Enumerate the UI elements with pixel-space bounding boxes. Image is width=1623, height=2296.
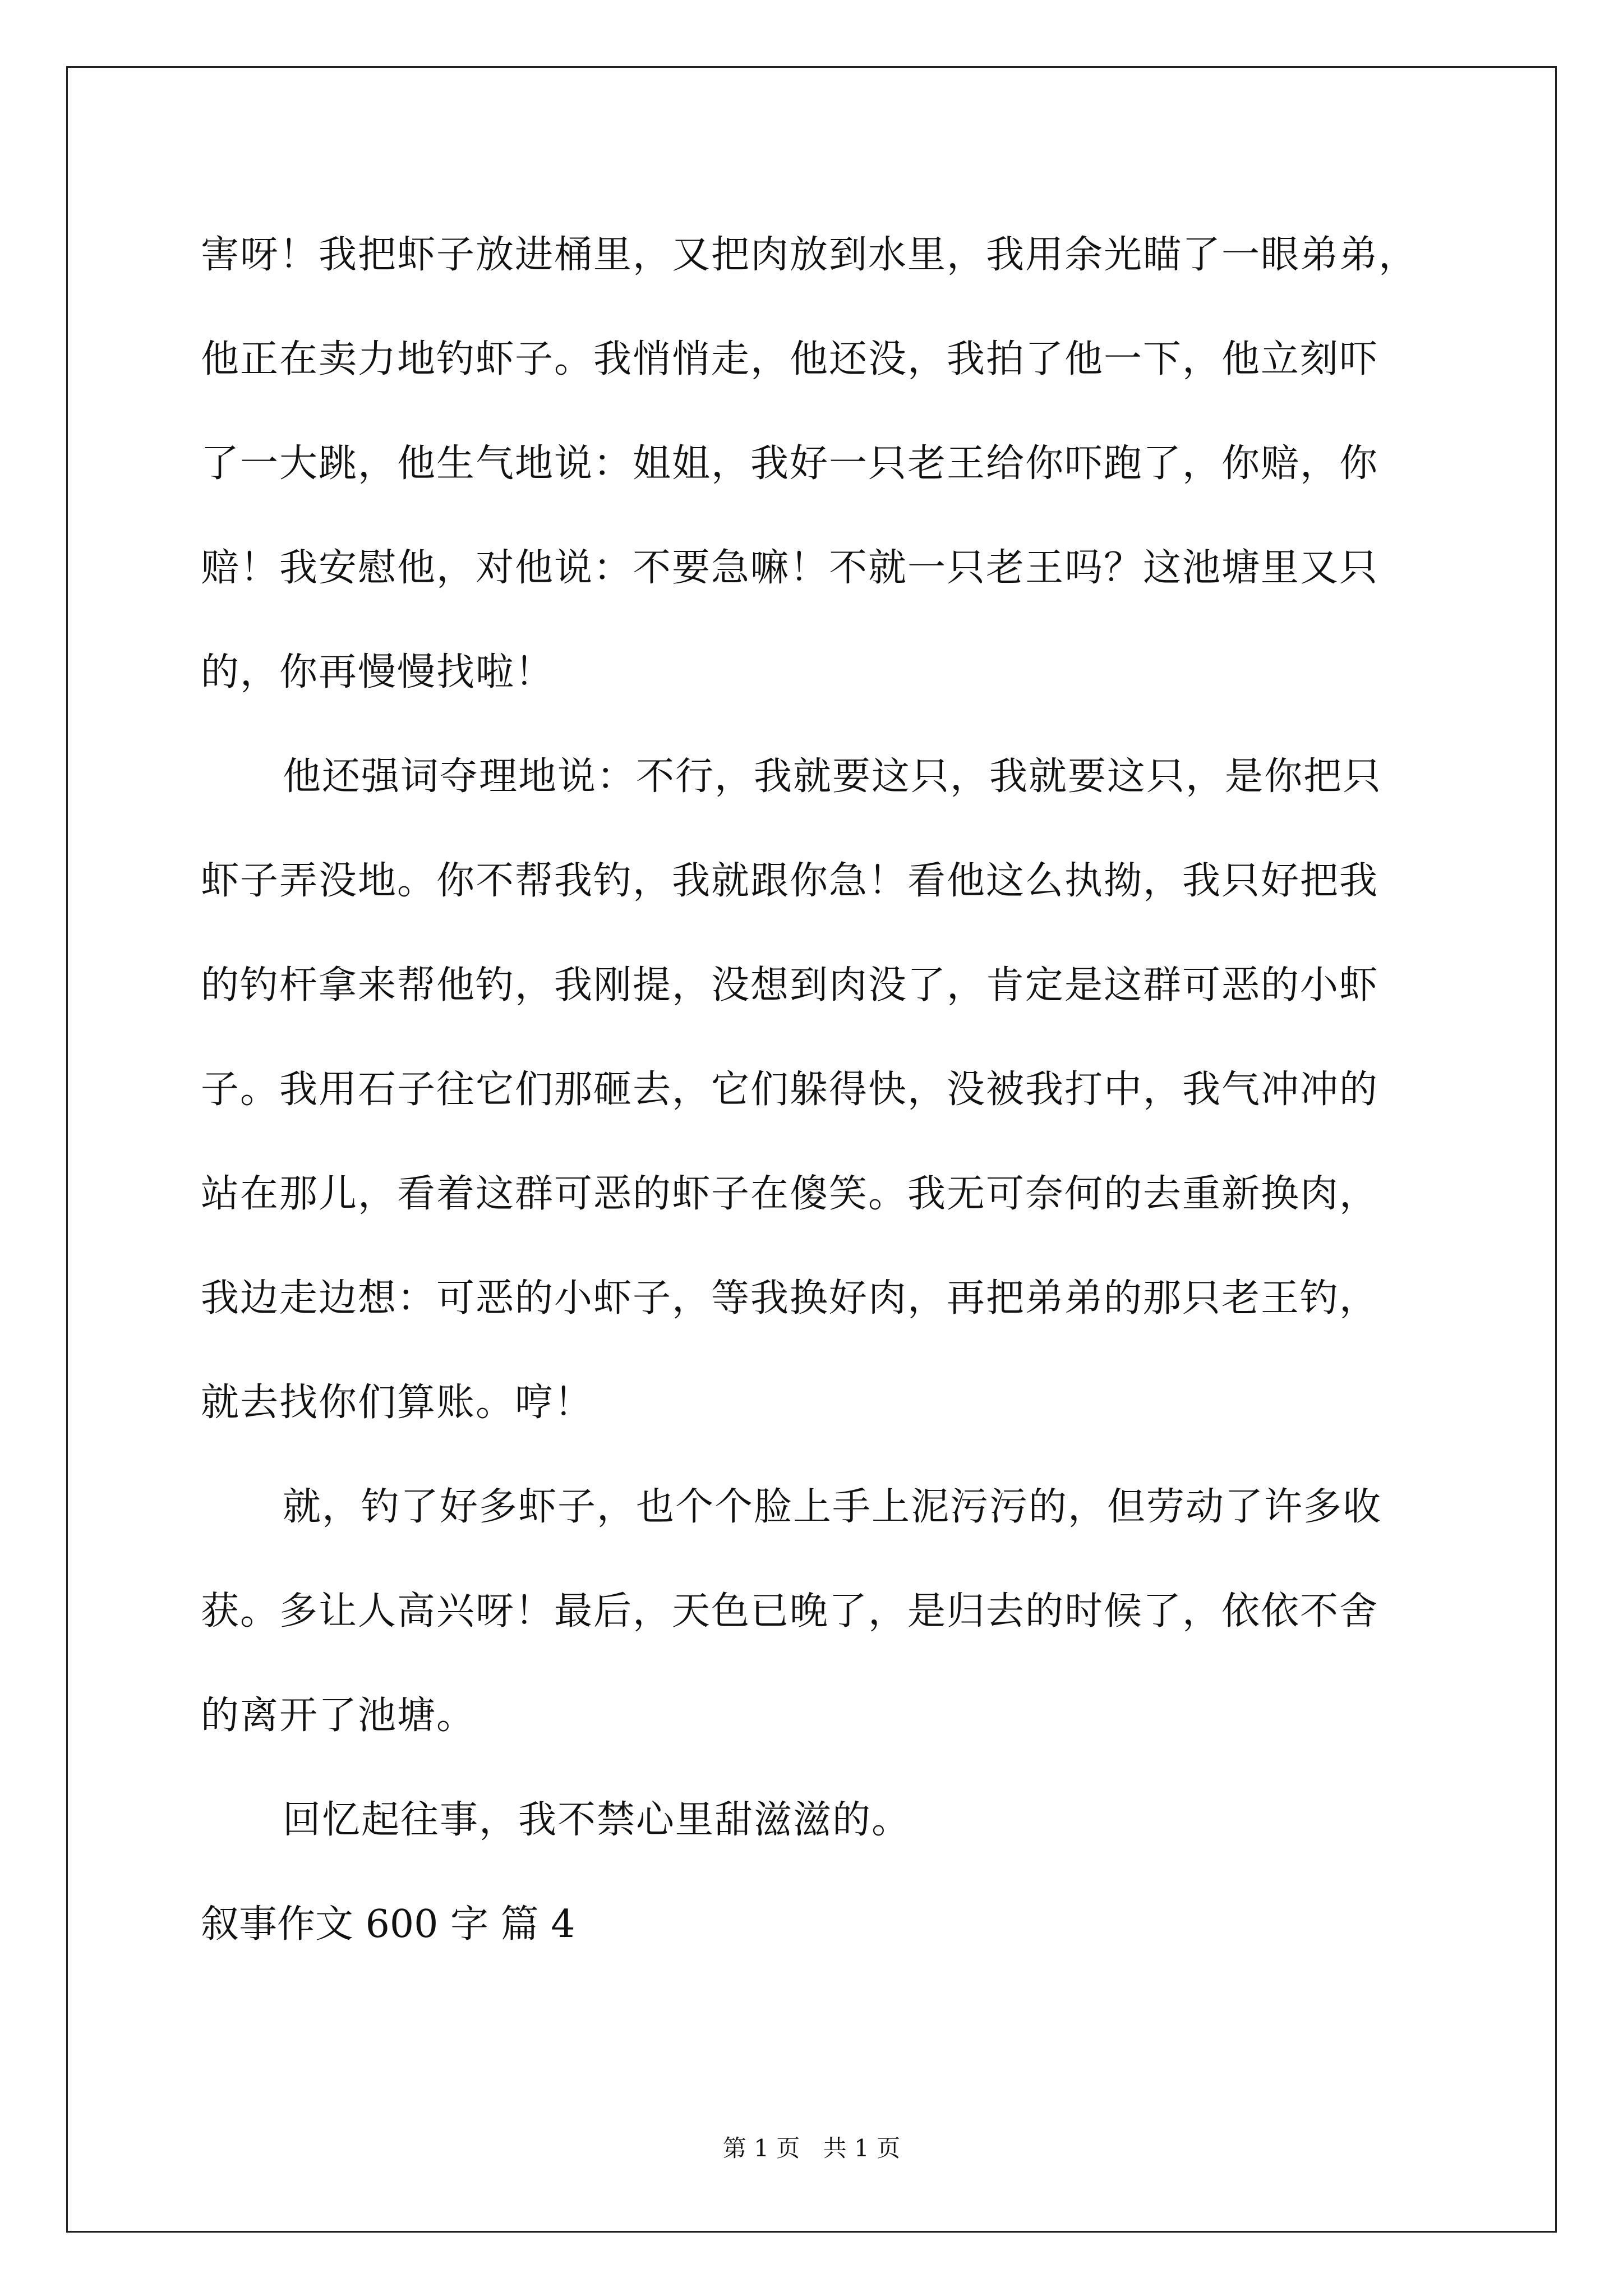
section-heading: 叙事作文 600 字 篇 4 — [201, 1902, 575, 1947]
text-line: 的，你再慢慢找啦！ — [201, 650, 555, 694]
text-line: 站在那儿，看着这群可恶的虾子在傻笑。我无可奈何的去重新换肉， — [201, 1172, 1379, 1216]
text-line: 赔！我安慰他，对他说：不要急嘛！不就一只老王吗？这池塘里又只 — [201, 546, 1379, 590]
page-number: 第 1 页 — [722, 2134, 800, 2162]
document-body — [201, 203, 1457, 1977]
paragraph-2 — [201, 725, 1457, 1455]
text-line: 就去找你们算账。哼！ — [201, 1381, 594, 1425]
text-line: 回忆起往事，我不禁心里甜滋滋的。 — [283, 1798, 911, 1842]
text-line: 子。我用石子往它们那砸去，它们躲得快，没被我打中，我气冲冲的 — [201, 1068, 1379, 1112]
text-line: 虾子弄没地。你不帮我钓，我就跟你急！看他这么执拗，我只好把我 — [201, 859, 1379, 903]
text-line: 的离开了池塘。 — [201, 1694, 476, 1738]
paragraph-4 — [201, 1768, 1457, 1872]
text-line: 我边走边想：可恶的小虾子，等我换好肉，再把弟弟的那只老王钓， — [201, 1276, 1379, 1320]
text-line: 了一大跳，他生气地说：姐姐，我好一只老王给你吓跑了，你赔，你 — [201, 441, 1379, 486]
text-line: 他还强词夺理地说：不行，我就要这只，我就要这只，是你把只 — [283, 754, 1382, 799]
text-line: 就，钓了好多虾子，也个个脸上手上泥污污的，但劳动了许多收 — [283, 1485, 1382, 1529]
page-footer — [0, 2132, 1623, 2165]
paragraph-1 — [201, 203, 1457, 725]
text-line: 的钓杆拿来帮他钓，我刚提，没想到肉没了，肯定是这群可恶的小虾 — [201, 963, 1379, 1007]
text-line: 害呀！我把虾子放进桶里，又把肉放到水里，我用余光瞄了一眼弟弟， — [201, 233, 1418, 277]
text-line: 获。多让人高兴呀！最后，天色已晚了，是归去的时候了，依依不舍 — [201, 1589, 1379, 1634]
page-total: 共 1 页 — [823, 2134, 901, 2162]
text-line: 他正在卖力地钓虾子。我悄悄走，他还没，我拍了他一下，他立刻吓 — [201, 337, 1379, 381]
paragraph-3 — [201, 1455, 1457, 1768]
